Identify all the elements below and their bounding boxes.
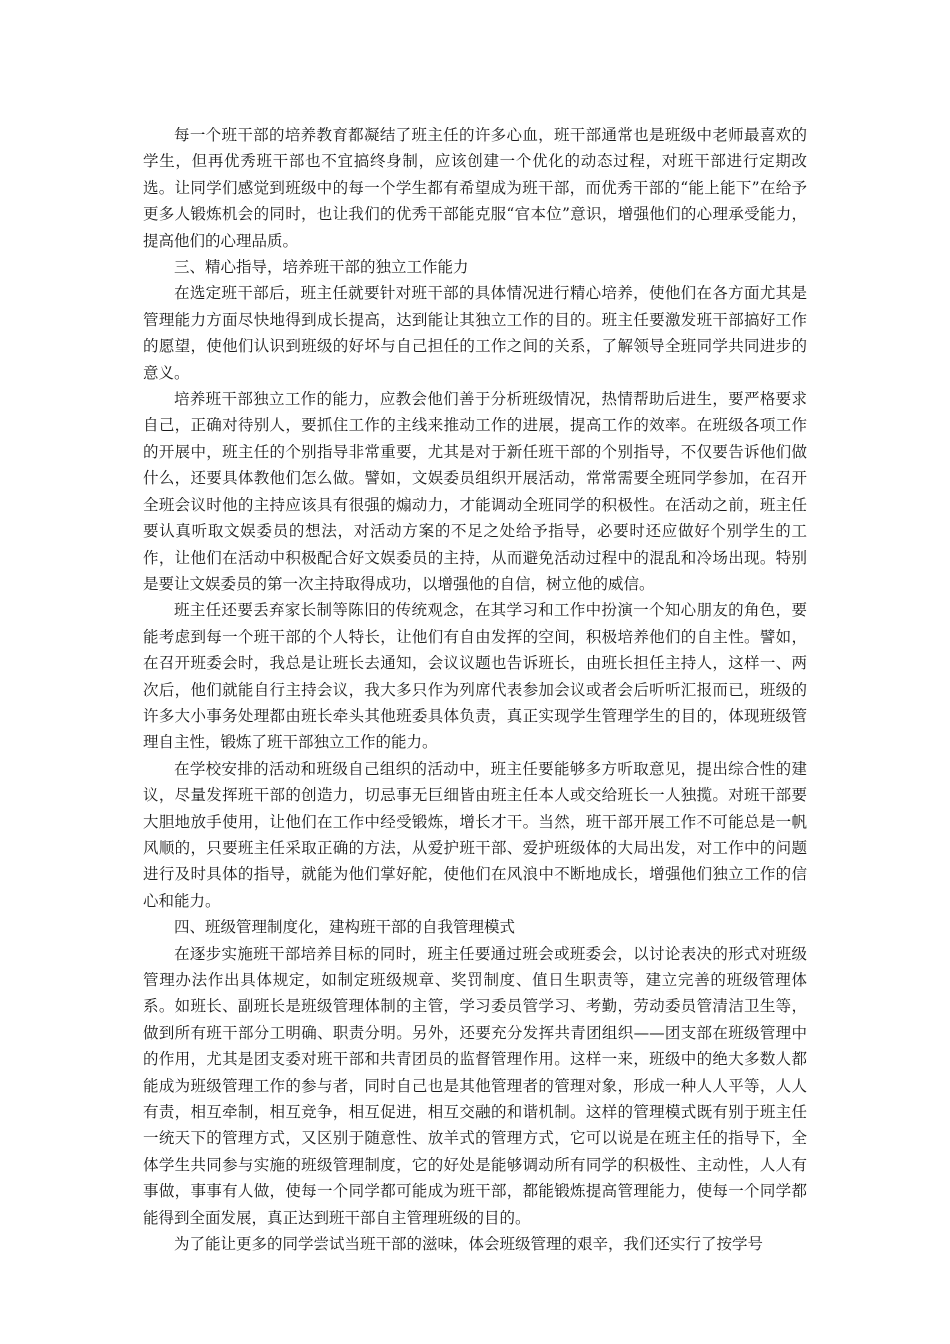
paragraph-rotation-by-number: 为了能让更多的同学尝试当班干部的滋味，体会班级管理的艰辛，我们还实行了按学号 xyxy=(174,1235,764,1254)
paragraph-management-system: 在逐步实施班干部培养目标的同时，班主任要通过班会或班委会，以讨论表决的形式对班级管理办法作出具体规定，如制定班级规章、奖罚制度、值日生职责等，建立完善的班级管理体系。如班长、副班长是班级管理体制的主管，学习委员管学习、考勤，劳动委员管清洁卫生等，做到所有班干部分工明确、职责分明。另外，还要充分发挥共青团组织——团支部在班级管理中的作用，尤其是团支委对班干部和共青团员的监督管理作用。这样一来，班级中的绝大多数人都能成为班级管理工作的参与者，同时自己也是其他管理者的管理对象，形成一种人人平等，人人有责，相互牵制，相互竞争，相互促进，相互交融的和谐机制。这样的管理模式既有别于班主任一统天下的管理方式，又区别于随意性、放羊式的管理方式，它可以说是在班主任的指导下，全体学生共同参与实施的班级管理制度，它的好处是能够调动所有同学的积极性、主动性，人人有事做，事事有人做，使每一个同学都可能成为班干部，都能锻炼提高管理能力，使每一个同学都能得到全面发展，真正达到班干部自主管理班级的目的。 xyxy=(143,944,807,1227)
document-body xyxy=(143,122,807,1257)
section-heading-4: 四、班级管理制度化，建构班干部的自我管理模式 xyxy=(174,918,516,937)
paragraph-cadre-rotation: 每一个班干部的培养教育都凝结了班主任的许多心血，班干部通常也是班级中老师最喜欢的学生，但再优秀班干部也不宜搞终身制，应该创建一个优化的动态过程，对班干部进行定期改选。让同学们感觉到班级中的每一个学生都有希望成为班干部，而优秀干部的“能上能下”在给予更多人锻炼机会的同时，也让我们的优秀干部能克服“官本位”意识，增强他们的心理承受能力，提高他们的心理品质。 xyxy=(143,126,807,250)
section-heading-3: 三、精心指导，培养班干部的独立工作能力 xyxy=(174,258,469,277)
paragraph-autonomy: 班主任还要丢弃家长制等陈旧的传统观念，在其学习和工作中扮演一个知心朋友的角色，要能考虑到每一个班干部的个人特长，让他们有自由发挥的空间，积极培养他们的自主性。譬如，在召开班委会时，我总是让班长去通知，会议议题也告诉班长，由班长担任主持人，这样一、两次后，他们就能自行主持会议，我大多只作为列席代表参加会议或者会后听听汇报而已，班级的许多大小事务处理都由班长牵头其他班委具体负责，真正实现学生管理学生的目的，体现班级管理自主性，锻炼了班干部独立工作的能力。 xyxy=(143,601,807,752)
paragraph-activities: 在学校安排的活动和班级自己组织的活动中，班主任要能够多方听取意见，提出综合性的建议，尽量发挥班干部的创造力，切忌事无巨细皆由班主任本人或交给班长一人独揽。对班干部要大胆地放手使用，让他们在工作中经受锻炼，增长才干。当然，班干部开展工作不可能总是一帆风顺的，只要班主任采取正确的方法，从爱护班干部、爱护班级体的大局出发，对工作中的问题进行及时具体的指导，就能为他们掌好舵，使他们在风浪中不断地成长，增强他们独立工作的信心和能力。 xyxy=(143,759,807,910)
paragraph-independent-ability: 培养班干部独立工作的能力，应教会他们善于分析班级情况，热情帮助后进生，要严格要求自己，正确对待别人，要抓住工作的主线来推动工作的进展，提高工作的效率。在班级各项工作的开展中，班主任的个别指导非常重要，尤其是对于新任班干部的个别指导，不仅要告诉他们做什么，还要具体教他们怎么做。譬如，文娱委员组织开展活动，常常需要全班同学参加，在召开全班会议时他的主持应该具有很强的煽动力，才能调动全班同学的积极性。在活动之前，班主任要认真听取文娱委员的想法，对活动方案的不足之处给予指导，必要时还应做好个别学生的工作，让他们在活动中积极配合好文娱委员的主持，从而避免活动过程中的混乱和冷场出现。特别是要让文娱委员的第一次主持取得成功，以增强他的自信，树立他的威信。 xyxy=(143,390,807,593)
paragraph-careful-cultivation: 在选定班干部后，班主任就要针对班干部的具体情况进行精心培养，使他们在各方面尤其是管理能力方面尽快地得到成长提高，达到能让其独立工作的目的。班主任要激发班干部搞好工作的愿望，使他们认识到班级的好坏与自己担任的工作之间的关系，了解领导全班同学共同进步的意义。 xyxy=(143,284,807,382)
